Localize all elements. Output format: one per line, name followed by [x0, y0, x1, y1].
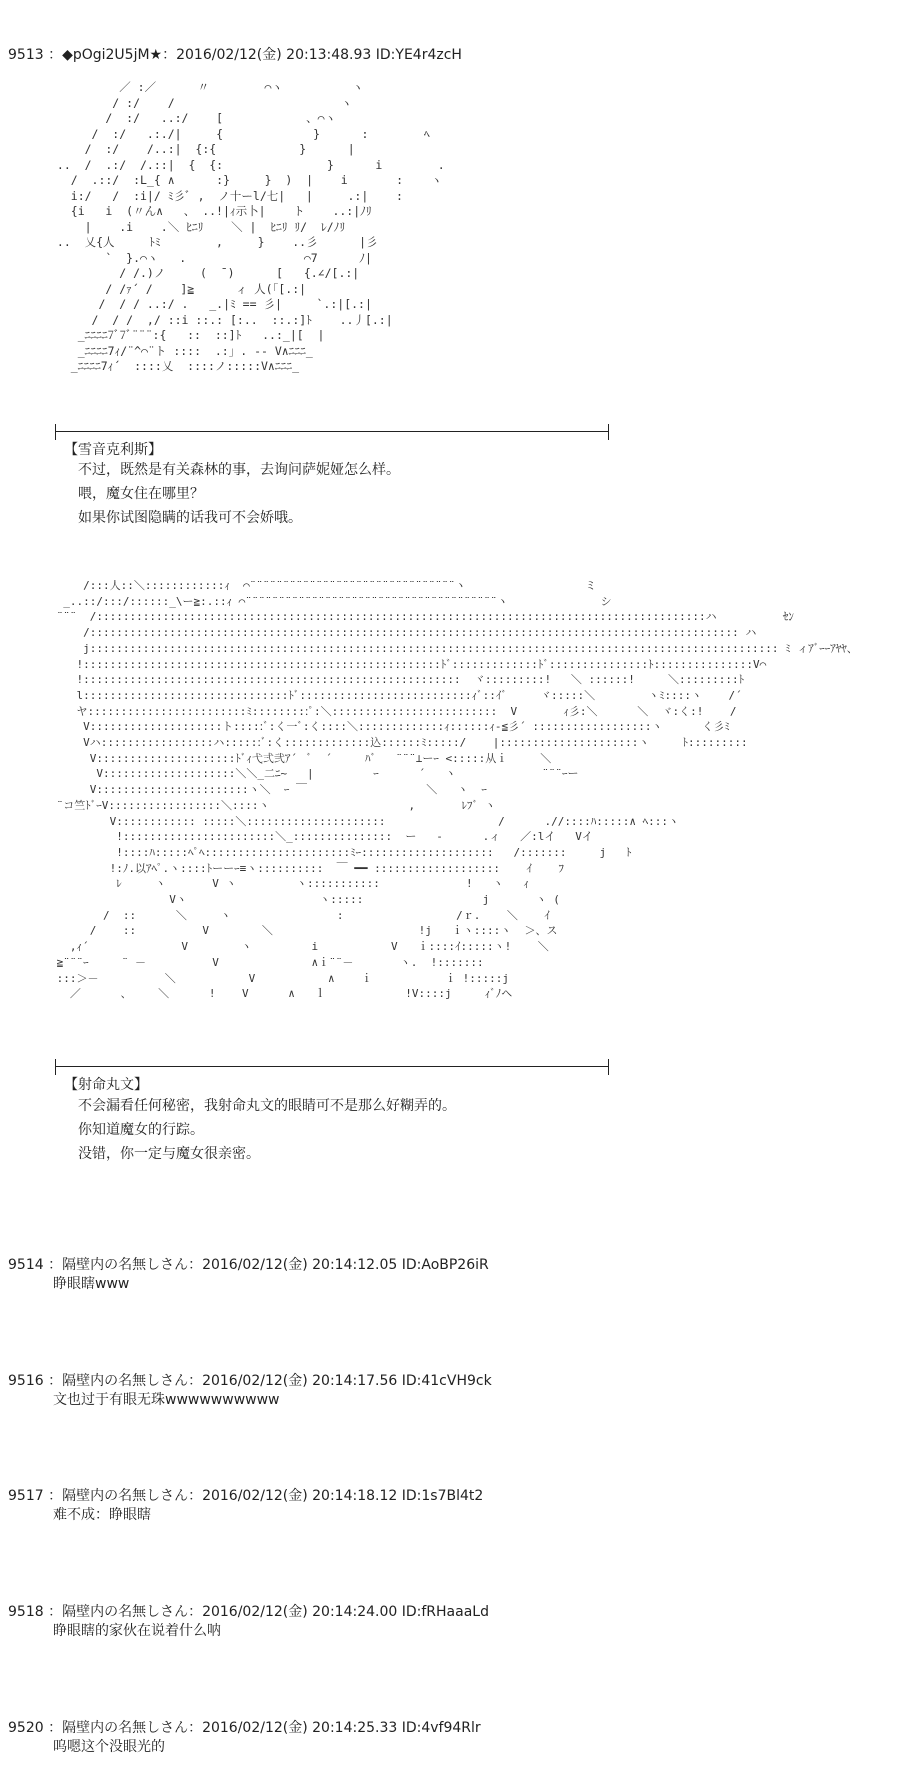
speaker-name-aya: 【射命丸文】 — [64, 1077, 148, 1093]
dialogue-line: 不过，既然是有关森林的事，去询问萨妮娅怎么样。 — [78, 462, 400, 478]
post-header-9518: 9518 ：隔壁内の名無しさん：2016/02/12(金) 20:14:24.00 ID:fRHaaaLd — [8, 1604, 489, 1620]
ascii-art-aya: /:::人::＼::::::::::::ｨ ⌒¨¨¨¨¨¨¨¨¨¨¨¨¨¨¨¨¨¨¨¨¨¨¨¨¨¨¨¨¨¨¨ヽ ミ _..::/:::/::::::_\ー≧:.::ｨ ⌒¨¨¨¨¨¨¨¨¨¨¨¨¨¨¨¨¨¨¨¨¨¨¨¨¨¨¨¨¨¨¨¨¨¨¨¨¨¨ヽ シ ¨¨¨ /::::::::::::::::::::::::::::::::::::::::::::::::::::::::::::::::::::::::::::::::::::::::::::ハ ｾﾝ /:::::::::::::::::::::::::::::::::::::::::::::::::::::::::::::::::::::::::::::::::::::::::::::::::: ハ j:::::::::::::::::::::::::::::::::::::::::::::::::::::::::::::::::::::::::::::::::::::::::::::::::::::::: ﾐ ィｱﾞｰｰｱﾔﾔ、 !::::::::::::::::::::::::::::::::::::::::::::::::::::::ﾄﾞ:::::::::::::ﾄﾞ:::::::::::::::ﾄ:::::::::::::::V⌒ !::::::::::::::::::::::::::::::::::::::::::::::::::::::::: ヾ:::::::::! ＼ ::::::! ＼:::::::::ﾄ l:::::::::::::::::::::::::::::::ﾄﾞ::::::::::::::::::::::::::ｨﾞ::ｲﾞ ヾ:::::＼ ヽﾐ::::ヽ /´ ヤ::::::::::::::::::::::::ﾐ:::::::::ﾟ:＼::::::::::::::::::::::::: V ｨ彡:＼ ＼ ヾ:く:! / V::::::::::::::::::::ト:::::ﾞ:く一ﾞ:く::::＼:::::::::::::ｨ::::::ｨ-≦彡´ ::::::::::::::::::ヽ く彡ﾐ Vハ:::::::::::::::::ハ::::::ﾞ:く:::::::::::::込::::::ﾐ:::::/ |:::::::::::::::::::::ヽ ﾄ::::::::: V:::::::::::::::::::::ﾄﾞｨ弋弍弐ｱ´ ﾞ ´ ﾊﾞ ¨¨¨⊥ーｰ <:::::从ｉ ＼ V::::::::::::::::::::＼＼_二ﾆ~ | ｰ ´ ヽ ¨¨¨ｰー V:::::::::::::::::::::::ヽ＼ ｰ ￣ ＼ ヽ ｰ ¨コ竺ﾄﾞｰV:::::::::::::::::＼::::ヽ , ﾚﾌﾞ ヽ V:::::::::::: :::::＼::::::::::::::::::::: / .//::::ﾊ:::::∧ ﾍ:::ヽ !:::::::::::::::::::::::＼_::::::::::::::: ー - .ィ ／:lイ Vイ !::::ﾊ:::::ﾍﾟﾍ::::::::::::::::::::::ﾐｰ:::::::::::::::::::: /::::::: j ﾄ !:ﾉ.以ｱﾍﾟ.ヽ::::ﾄーーｰ≡ヽ:::::::::: ￣ ━━ ::::::::::::::::::: ｲ ﾌ ﾚ ヽ V ヽ ヽ::::::::::: ! ヽ ｨ Vヽ ヽ::::: j ヽ ( / :: ＼ ヽ : /ｒ. ＼ ｲ / :: V ＼ !j ｉヽ::::ヽ ＞、ス ,ｨ´ V ヽ i V ｉ::::ｲ:::::ヽ! ＼ ≧¨¨¨ｰ ¨ － V ∧ｉ¨¨－ ヽ. !::::::: :::＞－ ＼ V ∧ ｉ ｉ !:::::j ／ 、 ＼ ! V ∧ ｌ !V::::j ｨﾞﾉヘ — [56, 579, 858, 1001]
post-body-9516: 文也过于有眼无珠wwwwwwwwww — [53, 1392, 280, 1408]
post-header-9514: 9514 ：隔壁内の名無しさん：2016/02/12(金) 20:14:12.05 ID:AoBP26iR — [8, 1257, 489, 1273]
post-body-9518: 睁眼瞎的家伙在说着什么呐 — [53, 1623, 221, 1639]
divider-cross-right — [608, 424, 609, 440]
scene-divider — [55, 431, 609, 432]
dialogue-line: 不会漏看任何秘密，我射命丸文的眼睛可不是那么好糊弄的。 — [78, 1098, 456, 1114]
divider-cross-left — [55, 424, 56, 440]
post-header-9520: 9520 ：隔壁内の名無しさん：2016/02/12(金) 20:14:25.33 ID:4vf94Rlr — [8, 1720, 481, 1736]
dialogue-line: 你知道魔女的行踪。 — [78, 1122, 204, 1138]
dialogue-line: 没错，你一定与魔女很亲密。 — [78, 1146, 260, 1162]
ascii-art-chris: ／ :／ 〃 ⌒ヽ ヽ / :/ / ヽ / :/ ..:/ [ 、⌒ヽ / :/ .:./| { } : ﾍ / :/ /..:| {:{ } | .. / .:/ /.::| { {: } i . / .::/ :L_{ ∧ :} } ) | i : ヽ i:/ / :i|/ ﾐ彡ﾞ , ノ十ーl/七| | .:| : {i i (〃ん∧ 、 ..!|ｨ示卜| ト ..:|ﾉﾘ | .i .＼ ﾋﾆﾘ ＼ | ﾋﾆﾘ ﾘ/ ﾚ/ﾉﾘ .. 乂{人 ﾄﾐ , } ..彡 |彡 ` }.⌒ヽ . ⌒7 ﾉ| / /.)ノ ( ̄ ) [ {.∠/[.:| / /ｧ´ / ]≧ ィ 人(「[.:| / / / ..:/ . _.|ﾐ == 彡| `.:|[.:| / / / ,/ ::i ::.: [:.. ::.:]ﾄ ..丿[.:| _ﾆﾆﾆﾆ7ﾞ7ﾞ¨¨¨:{ :: ::]ﾄ ..:_|[ | _ﾆﾆﾆﾆ7ｨ/¨^⌒¨ト :::: .:」. -- V∧ﾆﾆﾆ_ _ﾆﾆﾆﾆ7ｨ´ ::::乂 ::::ノ:::::V∧ﾆﾆﾆ_ — [56, 80, 445, 373]
dialogue-line: 如果你试图隐瞒的话我可不会娇哦。 — [78, 510, 302, 526]
post-body-9520: 呜嗯这个没眼光的 — [53, 1739, 165, 1755]
dialogue-block-aya — [78, 1094, 456, 1166]
post-body-9514: 睁眼瞎www — [53, 1276, 130, 1292]
scene-divider — [55, 1066, 609, 1067]
post-body-9517: 难不成：睁眼瞎 — [53, 1507, 151, 1523]
post-header-9513: 9513 ：◆pOgi2U5jM★：2016/02/12(金) 20:13:48.93 ID:YE4r4zcH — [8, 47, 462, 63]
speaker-name-chris: 【雪音克利斯】 — [64, 442, 162, 458]
divider-cross-right — [608, 1059, 609, 1075]
post-header-9517: 9517 ：隔壁内の名無しさん：2016/02/12(金) 20:14:18.12 ID:1s7Bl4t2 — [8, 1488, 484, 1504]
divider-cross-left — [55, 1059, 56, 1075]
post-header-9516: 9516 ：隔壁内の名無しさん：2016/02/12(金) 20:14:17.56 ID:41cVH9ck — [8, 1373, 492, 1389]
dialogue-block-chris — [78, 458, 400, 530]
dialogue-line: 喂，魔女住在哪里？ — [78, 486, 204, 502]
